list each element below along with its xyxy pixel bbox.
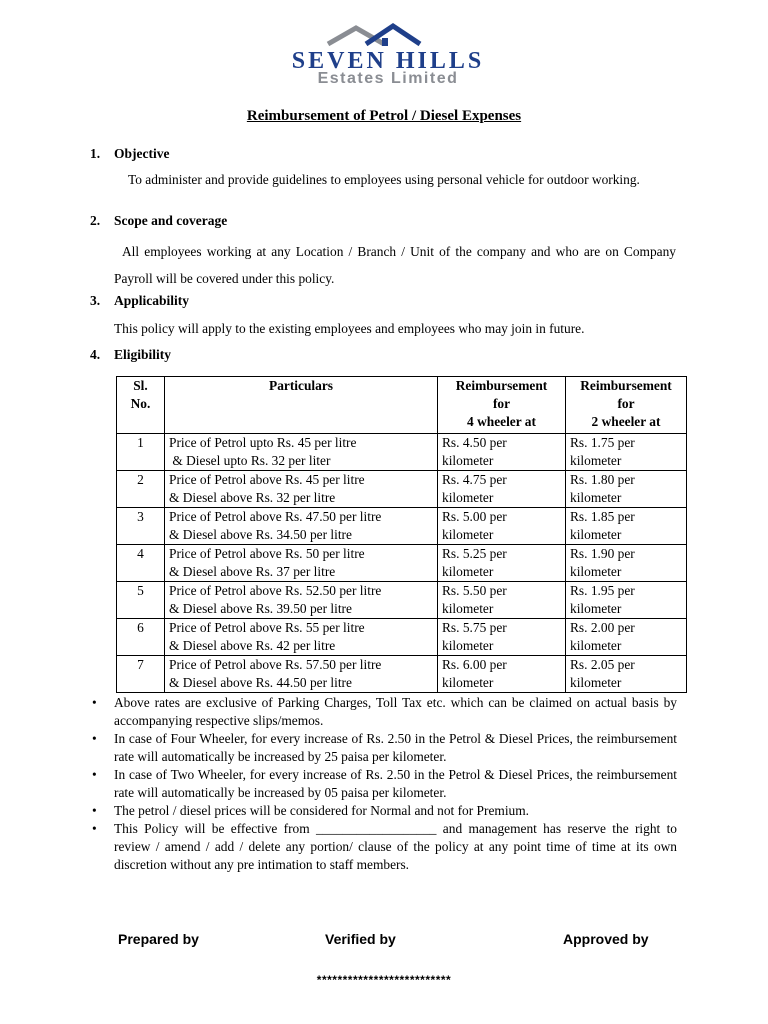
cell-line: Rs. 1.95 per bbox=[570, 583, 635, 598]
header-particulars bbox=[165, 377, 438, 434]
cell-line: 5 bbox=[137, 583, 144, 598]
table-row bbox=[117, 508, 687, 545]
section-number: 3. bbox=[90, 293, 101, 308]
bullet-icon: • bbox=[92, 695, 97, 710]
cell-line: kilometer bbox=[570, 601, 622, 616]
cell-line: Price of Petrol above Rs. 45 per litre bbox=[169, 472, 365, 487]
cell-line: Price of Petrol above Rs. 50 per litre bbox=[169, 546, 365, 561]
note-text: The petrol / diesel prices will be considered for Normal and not for Premium. bbox=[114, 803, 529, 818]
section-applicability-text: This policy will apply to the existing employees and employees who may join in future. bbox=[114, 321, 585, 336]
header-line: Reimbursement bbox=[580, 378, 672, 393]
section-title: Eligibility bbox=[114, 347, 172, 362]
table-row bbox=[117, 582, 687, 619]
note-item bbox=[92, 694, 677, 730]
table-header-row bbox=[117, 377, 687, 434]
cell-line: 4 bbox=[137, 546, 144, 561]
cell-line: Price of Petrol above Rs. 55 per litre bbox=[169, 620, 365, 635]
cell-line: Rs. 6.00 per bbox=[442, 657, 507, 672]
cell-line: Price of Petrol above Rs. 52.50 per litre bbox=[169, 583, 382, 598]
document-title: Reimbursement of Petrol / Diesel Expenses bbox=[246, 108, 522, 124]
bullet-icon: • bbox=[92, 731, 97, 746]
cell-line: kilometer bbox=[570, 490, 622, 505]
section-number: 2. bbox=[90, 213, 101, 228]
cell-line: kilometer bbox=[570, 638, 622, 653]
header-line: for bbox=[617, 396, 635, 411]
cell-four-wheeler-rate bbox=[438, 619, 566, 656]
cell-line: & Diesel above Rs. 42 per litre bbox=[169, 638, 336, 653]
cell-two-wheeler-rate bbox=[566, 619, 687, 656]
note-text: In case of Four Wheeler, for every increase of Rs. 2.50 in the Petrol & Diesel Prices, the reimbursement rate will automatically be increased by 25 paisa per kilometer. bbox=[114, 731, 677, 764]
cell-line: 3 bbox=[137, 509, 144, 524]
table-row bbox=[117, 619, 687, 656]
cell-four-wheeler-rate bbox=[438, 508, 566, 545]
eligibility-table bbox=[116, 376, 687, 693]
note-item bbox=[92, 766, 677, 802]
verified-by-label: Verified by bbox=[325, 931, 396, 947]
section-objective-text: To administer and provide guidelines to employees using personal vehicle for outdoor working. bbox=[128, 172, 640, 187]
cell-line: Rs. 4.50 per bbox=[442, 435, 507, 450]
cell-four-wheeler-rate bbox=[438, 656, 566, 693]
cell-line: kilometer bbox=[442, 453, 494, 468]
cell-particulars bbox=[165, 619, 438, 656]
cell-line: Rs. 5.75 per bbox=[442, 620, 507, 635]
cell-particulars bbox=[165, 508, 438, 545]
cell-line: 2 bbox=[137, 472, 144, 487]
table-row bbox=[117, 545, 687, 582]
header-line: for bbox=[492, 396, 511, 411]
cell-sl-no bbox=[117, 619, 165, 656]
cell-line: kilometer bbox=[570, 527, 622, 542]
cell-line: Rs. 5.00 per bbox=[442, 509, 507, 524]
cell-line: Rs. 1.90 per bbox=[570, 546, 635, 561]
bullet-icon: • bbox=[92, 767, 97, 782]
header-line: Sl. bbox=[133, 378, 148, 393]
cell-particulars bbox=[165, 545, 438, 582]
note-item bbox=[92, 730, 677, 766]
cell-two-wheeler-rate bbox=[566, 471, 687, 508]
cell-line: kilometer bbox=[442, 527, 494, 542]
cell-line: & Diesel above Rs. 39.50 per litre bbox=[169, 601, 352, 616]
cell-sl-no bbox=[117, 545, 165, 582]
header-four-wheeler bbox=[438, 377, 566, 434]
section-number: 1. bbox=[90, 146, 101, 161]
cell-line: Rs. 1.75 per bbox=[570, 435, 635, 450]
cell-particulars bbox=[165, 471, 438, 508]
cell-line: & Diesel above Rs. 44.50 per litre bbox=[169, 675, 352, 690]
header-line: 4 wheeler at bbox=[467, 414, 536, 429]
section-objective-heading bbox=[90, 146, 169, 162]
section-title: Objective bbox=[114, 146, 170, 161]
cell-particulars bbox=[165, 434, 438, 471]
policy-notes-list bbox=[92, 694, 677, 874]
section-eligibility-heading bbox=[90, 347, 171, 363]
cell-line: kilometer bbox=[442, 490, 494, 505]
prepared-by-label: Prepared by bbox=[118, 931, 199, 947]
cell-four-wheeler-rate bbox=[438, 471, 566, 508]
cell-line: Rs. 5.25 per bbox=[442, 546, 507, 561]
cell-line: Rs. 5.50 per bbox=[442, 583, 507, 598]
cell-two-wheeler-rate bbox=[566, 582, 687, 619]
bullet-icon: • bbox=[92, 803, 97, 818]
cell-line: 1 bbox=[137, 435, 144, 450]
cell-line: Rs. 4.75 per bbox=[442, 472, 507, 487]
cell-line: & Diesel above Rs. 32 per litre bbox=[169, 490, 336, 505]
header-line: No. bbox=[130, 396, 151, 411]
section-title: Scope and coverage bbox=[114, 213, 228, 228]
cell-line: Rs. 1.85 per bbox=[570, 509, 635, 524]
cell-sl-no bbox=[117, 656, 165, 693]
cell-four-wheeler-rate bbox=[438, 545, 566, 582]
bullet-icon: • bbox=[92, 821, 97, 836]
cell-line: kilometer bbox=[570, 564, 622, 579]
cell-line: kilometer bbox=[570, 675, 622, 690]
note-item bbox=[92, 802, 677, 820]
cell-line: kilometer bbox=[442, 675, 494, 690]
cell-line: & Diesel upto Rs. 32 per liter bbox=[169, 453, 331, 468]
header-two-wheeler bbox=[566, 377, 687, 434]
cell-two-wheeler-rate bbox=[566, 656, 687, 693]
header-sl-no bbox=[117, 377, 165, 434]
footer-stars: ************************** bbox=[316, 973, 452, 987]
cell-particulars bbox=[165, 656, 438, 693]
approved-by-label: Approved by bbox=[563, 931, 649, 947]
company-logo bbox=[268, 20, 508, 92]
cell-line: kilometer bbox=[442, 601, 494, 616]
section-scope-heading bbox=[90, 213, 227, 229]
cell-line: Price of Petrol above Rs. 47.50 per litre bbox=[169, 509, 382, 524]
cell-line: kilometer bbox=[442, 638, 494, 653]
cell-line: Rs. 2.00 per bbox=[570, 620, 635, 635]
cell-sl-no bbox=[117, 471, 165, 508]
cell-line: Rs. 2.05 per bbox=[570, 657, 635, 672]
header-line: Reimbursement bbox=[455, 378, 548, 393]
cell-four-wheeler-rate bbox=[438, 434, 566, 471]
cell-particulars bbox=[165, 582, 438, 619]
header-line: 2 wheeler at bbox=[591, 414, 661, 429]
cell-line: Rs. 1.80 per bbox=[570, 472, 635, 487]
cell-line: 7 bbox=[137, 657, 144, 672]
cell-line: Price of Petrol above Rs. 57.50 per litre bbox=[169, 657, 382, 672]
section-applicability-heading bbox=[90, 293, 189, 309]
note-text: This Policy will be effective from __________________ and management has reserve the right to review / amend / add / delete any portion/ clause of the policy at any point time of time at its own discretion without any pre intimation to staff members. bbox=[114, 821, 677, 872]
cell-line: & Diesel above Rs. 34.50 per litre bbox=[169, 527, 352, 542]
cell-two-wheeler-rate bbox=[566, 434, 687, 471]
cell-line: 6 bbox=[137, 620, 144, 635]
note-text: In case of Two Wheeler, for every increase of Rs. 2.50 in the Petrol & Diesel Prices, the reimbursement rate will automatically be increased by 05 paisa per kilometer. bbox=[114, 767, 677, 800]
cell-line: kilometer bbox=[442, 564, 494, 579]
note-item bbox=[92, 820, 677, 874]
cell-line: kilometer bbox=[570, 453, 622, 468]
section-number: 4. bbox=[90, 347, 101, 362]
table-row bbox=[117, 471, 687, 508]
logo-company-name: SEVEN HILLS bbox=[291, 48, 485, 74]
cell-two-wheeler-rate bbox=[566, 545, 687, 582]
cell-line: & Diesel above Rs. 37 per litre bbox=[169, 564, 336, 579]
cell-two-wheeler-rate bbox=[566, 508, 687, 545]
logo-company-subtitle: Estates Limited bbox=[317, 70, 459, 87]
table-row bbox=[117, 656, 687, 693]
cell-line: Price of Petrol upto Rs. 45 per litre bbox=[169, 435, 357, 450]
cell-sl-no bbox=[117, 434, 165, 471]
cell-four-wheeler-rate bbox=[438, 582, 566, 619]
cell-sl-no bbox=[117, 582, 165, 619]
table-row bbox=[117, 434, 687, 471]
cell-sl-no bbox=[117, 508, 165, 545]
note-text: Above rates are exclusive of Parking Charges, Toll Tax etc. which can be claimed on actual basis by accompanying respective slips/memos. bbox=[114, 695, 677, 728]
header-line: Particulars bbox=[269, 378, 333, 393]
section-scope-text: All employees working at any Location / Branch / Unit of the company and who are on Company Payroll will be covered under this policy. bbox=[114, 244, 676, 286]
section-title: Applicability bbox=[114, 293, 190, 308]
